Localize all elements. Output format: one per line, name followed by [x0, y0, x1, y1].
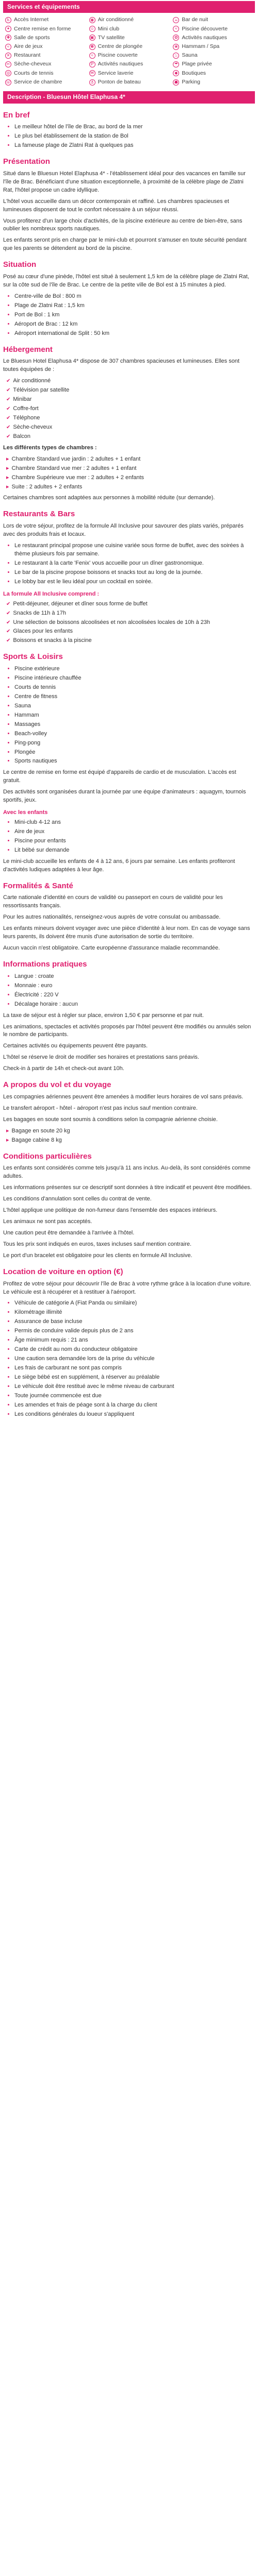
tv-icon: ▣ — [89, 35, 95, 41]
transport-title: A propos du vol et du voyage — [3, 1080, 111, 1090]
equipment-item: ✔ Sèche-cheveux — [6, 423, 255, 432]
service-label: Boutiques — [182, 70, 206, 76]
description-header: Description - Bluesun Hôtel Elaphusa 4* — [3, 91, 255, 103]
intro-item: • Le meilleur hôtel de l'île de Brac, au bord de la mer — [14, 123, 255, 131]
enfants-text — [3, 858, 255, 874]
enfants-title: Avec les enfants — [3, 809, 48, 816]
kids-item: • Aire de jeux — [14, 828, 255, 836]
activities-icon: ✿ — [173, 35, 179, 41]
presentation-paragraph: Situé dans le Bluesun Hotel Elaphusa 4* - l'établissement idéal pour des vacances en famille sur l'île de Brac. Bénéficiant d'une situation exceptionnelle, à proximité de la célèbre plage de Zlatni Rat, l'hôtel propose un cadre idyllique. — [3, 170, 246, 193]
formalites-paragraph: Carte nationale d'identité en cours de validité ou passeport en cours de validité pour les ressortissants français. — [3, 894, 223, 909]
transport-paragraph: Les compagnies aériennes peuvent être amenées à modifier leurs horaires de vol sans préavis. — [3, 1093, 244, 1100]
conditions-paragraph: Tous les prix sont indiqués en euros, taxes incluses sauf mention contraire. — [3, 1241, 192, 1247]
notes-paragraph: Les animations, spectacles et activités proposés par l'hôtel peuvent être modifiés ou annulés selon le nombre de participants. — [3, 1023, 251, 1038]
pool-icon: ≈ — [5, 44, 11, 50]
service-item — [89, 60, 169, 68]
laundry-icon: ✉ — [89, 70, 95, 76]
room-type-item: ▸ Chambre Standard vue mer : 2 adultes + 1 enfant — [6, 465, 255, 473]
service-label: Centre de plongée — [98, 43, 143, 50]
presentation-paragraph: Vous profiterez d'un large choix d'activités, de la piscine extérieure au centre de bien-être, sans oublier les nombreux sports nautiques. — [3, 217, 243, 232]
services-grid — [3, 13, 255, 89]
conditions-paragraph: Les conditions d'annulation sont celles du contrat de vente. — [3, 1196, 152, 1202]
service-item — [89, 16, 169, 24]
info-item: • Électricité : 220 V — [14, 991, 255, 999]
location-item: • Véhicule de catégorie A (Fiat Panda ou similaire) — [14, 1299, 255, 1308]
room-service-icon: ☏ — [6, 79, 11, 84]
baggage-item: ▸ Bagage en soute 20 kg — [6, 1127, 255, 1136]
service-label: Activités nautiques — [98, 61, 143, 67]
restaurant-icon: ✕ — [5, 53, 11, 59]
hebergement-paragraph: Le Bluesun Hotel Elaphusa 4* dispose de 307 chambres spacieuses et lumineuses. Elles sont toutes équipées de : — [3, 358, 239, 373]
spa-icon: ❀ — [173, 44, 179, 50]
notes-paragraph: Check-in à partir de 14h et check-out avant 10h. — [3, 1065, 124, 1072]
room-type-item: ▸ Suite : 2 adultes + 2 enfants — [6, 483, 255, 492]
sports-list — [3, 665, 255, 766]
wifi-icon: ◉ — [89, 17, 95, 23]
service-label: Aire de jeux — [14, 43, 43, 50]
location-paragraph: Profitez de votre séjour pour découvrir l'île de Brac à votre rythme grâce à la location d'une voiture. Le véhicule est à récupérer et à restituer à l'aéroport. — [3, 1280, 252, 1295]
sport-item: • Courts de tennis — [14, 684, 255, 692]
info-item: • Monnaie : euro — [14, 982, 255, 990]
service-item — [173, 78, 253, 86]
allinclusive-item: ✔ Glaces pour les enfants — [6, 628, 255, 636]
info-title: Informations pratiques — [3, 960, 87, 969]
presentation-title: Présentation — [3, 157, 50, 166]
location-item: • Âge minimum requis : 21 ans — [14, 1336, 255, 1345]
situation-paragraph: Posé au cœur d'une pinède, l'hôtel est situé à seulement 1,5 km de la célèbre plage de Zlatni Rat, sur la côte sud de l'île de Brac. Le centre de la petite ville de Bol est à 15 minutes à pied. — [3, 274, 249, 288]
situation-text — [3, 273, 255, 290]
service-label: Activités nautiques — [182, 34, 227, 41]
service-label: Restaurant — [14, 52, 41, 59]
hebergement-title: Hébergement — [3, 345, 53, 354]
services-header: Services et équipements — [3, 1, 255, 13]
location-item: • Toute journée commencée est due — [14, 1392, 255, 1400]
service-item — [5, 78, 85, 86]
intro-heading: En bref — [3, 110, 30, 120]
service-label: Parking — [182, 78, 200, 85]
fitness-icon: ✦ — [5, 26, 11, 32]
service-label: Ponton de bateau — [98, 78, 141, 85]
parking-icon: P — [89, 61, 95, 67]
service-label: Plage privée — [182, 61, 212, 67]
restaurants-title: Restaurants & Bars — [3, 510, 75, 519]
intro-item: • Le plus bel établissement de la station de Bol — [14, 132, 255, 141]
distance-item: • Centre-ville de Bol : 800 m — [14, 293, 255, 301]
service-label: TV satellite — [98, 34, 125, 41]
formalites-paragraph: Aucun vaccin n'est obligatoire. Carte européenne d'assurance maladie recommandée. — [3, 945, 220, 952]
baggage-item: ▸ Bagage cabine 8 kg — [6, 1137, 255, 1145]
transport-text — [3, 1093, 255, 1124]
service-label: Service de chambre — [14, 78, 62, 85]
page — [0, 1, 258, 1419]
hebergement-equipment-list — [3, 377, 255, 441]
intro-list — [3, 123, 255, 150]
location-item: • Les conditions générales du loueur s'appliquent — [14, 1411, 255, 1419]
service-item — [5, 52, 85, 59]
service-label: Air conditionné — [98, 16, 134, 23]
sport-item: • Massages — [14, 721, 255, 729]
kids-item: • Lit bébé sur demande — [14, 846, 255, 855]
restaurants-list — [3, 542, 255, 586]
restaurant-item: • Le lobby bar est le lieu idéal pour un cocktail en soirée. — [14, 578, 255, 586]
notes-paragraph: Certaines activités ou équipements peuvent être payants. — [3, 1043, 148, 1049]
service-label: Piscine couverte — [98, 52, 138, 59]
service-item — [173, 16, 253, 24]
kids-paragraph: Le mini-club accueille les enfants de 4 à 12 ans, 6 jours par semaine. Les enfants profiteront d'activités ludiques adaptées à leur âge. — [3, 858, 235, 873]
service-item — [173, 34, 253, 42]
conditions-text — [3, 1164, 255, 1260]
bar-icon: ☕ — [173, 17, 179, 23]
service-label: Sèche-cheveux — [14, 61, 52, 67]
notes-paragraph: L'hôtel se réserve le droit de modifier ses horaires et prestations sans préavis. — [3, 1054, 199, 1061]
formalites-paragraph: Les enfants mineurs doivent voyager avec une pièce d'identité à leur nom. En cas de voyage sans leurs parents, ils doivent être munis d'une autorisation de sortie du territoire. — [3, 925, 250, 940]
formalites-text — [3, 894, 255, 953]
allinclusive-item: ✔ Petit-déjeuner, déjeuner et dîner sous forme de buffet — [6, 600, 255, 608]
service-item — [5, 70, 85, 77]
formalites-paragraph: Pour les autres nationalités, renseignez-vous auprès de votre consulat ou ambassade. — [3, 914, 221, 921]
location-item: • Assurance de base incluse — [14, 1318, 255, 1326]
service-label: Sauna — [182, 52, 198, 59]
service-label: Hammam / Spa — [182, 43, 220, 50]
info-item: • Décalage horaire : aucun — [14, 1001, 255, 1009]
location-item: • Les frais de carburant ne sont pas compris — [14, 1364, 255, 1372]
equipment-item: ✔ Air conditionné — [6, 377, 255, 385]
restaurant-item: • Le restaurant principal propose une cuisine variée sous forme de buffet, avec des soirées à thème plusieurs fois par semaine. — [14, 542, 255, 558]
sport-item: • Hammam — [14, 711, 255, 720]
service-label: Piscine découverte — [182, 25, 228, 32]
enfants-list — [3, 819, 255, 855]
sport-item: • Sauna — [14, 702, 255, 710]
sport-item: • Piscine intérieure chauffée — [14, 674, 255, 683]
sports-paragraph: Des activités sont organisées durant la journée par une équipe d'animateurs : aquagym, tournois sportifs, jeux. — [3, 789, 246, 804]
location-item: • Une caution sera demandée lors de la prise du véhicule — [14, 1355, 255, 1363]
notes-text — [3, 1012, 255, 1074]
service-label: Centre remise en forme — [14, 25, 71, 32]
indoor-pool-icon: ≈ — [173, 26, 179, 32]
conditions-paragraph: Les animaux ne sont pas acceptés. — [3, 1218, 92, 1225]
room-types-intro: Les différents types de chambres : — [3, 444, 97, 451]
distance-item: • Aéroport de Brac : 12 km — [14, 320, 255, 329]
conditions-paragraph: Le port d'un bracelet est obligatoire pour les clients en formule All Inclusive. — [3, 1252, 192, 1259]
gym-icon: ✚ — [5, 35, 11, 41]
restaurant-item: • Le bar de la piscine propose boissons et snacks tout au long de la journée. — [14, 569, 255, 577]
sport-item: • Sports nautiques — [14, 757, 255, 766]
allinclusive-list — [3, 600, 255, 646]
service-item — [173, 43, 253, 50]
allinclusive-title: La formule All Inclusive comprend : — [3, 590, 100, 597]
conditions-paragraph: Une caution peut être demandée à l'arrivée à l'hôtel. — [3, 1230, 135, 1236]
kids-item: • Mini-club 4-12 ans — [14, 819, 255, 827]
service-item — [89, 52, 169, 59]
service-item — [5, 34, 85, 42]
conditions-paragraph: Les informations présentes sur ce descriptif sont données à titre indicatif et peuvent être modifiées. — [3, 1184, 252, 1191]
room-type-item: ▸ Chambre Standard vue jardin : 2 adultes + 1 enfant — [6, 455, 255, 464]
location-title: Location de voiture en option (€) — [3, 1267, 123, 1276]
sport-item: • Piscine extérieure — [14, 665, 255, 673]
sport-item: • Ping-pong — [14, 739, 255, 748]
presentation-text — [3, 170, 255, 253]
location-list — [3, 1299, 255, 1418]
intro-item: • La fameuse plage de Zlatni Rat à quelques pas — [14, 142, 255, 150]
service-label: Mini club — [98, 25, 120, 32]
service-item — [89, 34, 169, 42]
room-types-list — [3, 455, 255, 492]
equipment-item: ✔ Télévision par satellite — [6, 386, 255, 395]
restaurants-paragraph: Lors de votre séjour, profitez de la formule All Inclusive pour savourer des plats variés, préparés avec des produits frais et locaux. — [3, 523, 244, 538]
service-item — [5, 16, 85, 24]
service-label: Bar de nuit — [182, 16, 208, 23]
info-list — [3, 973, 255, 1009]
transport-paragraph: Le transfert aéroport - hôtel - aéroport n'est pas inclus sauf mention contraire. — [3, 1105, 198, 1111]
hebergement-note: Certaines chambres sont adaptées aux personnes à mobilité réduite (sur demande). — [3, 495, 215, 501]
situation-list — [3, 293, 255, 338]
location-item: • Kilométrage illimité — [14, 1309, 255, 1317]
restaurants-text — [3, 522, 255, 539]
situation-title: Situation — [3, 260, 37, 269]
service-item — [5, 25, 85, 33]
notes-paragraph: La taxe de séjour est à régler sur place, environ 1,50 € par personne et par nuit. — [3, 1012, 204, 1019]
distance-item: • Port de Bol : 1 km — [14, 311, 255, 319]
sauna-icon: ♨ — [173, 53, 179, 59]
service-item — [5, 60, 85, 68]
transport-list — [3, 1127, 255, 1145]
service-item — [89, 25, 169, 33]
service-item — [89, 70, 169, 77]
tennis-icon: ◎ — [5, 70, 11, 76]
restaurant-item: • Le restaurant à la carte 'Fenix' vous accueille pour un dîner gastronomique. — [14, 560, 255, 568]
allinclusive-item: ✔ Boissons et snacks à la piscine — [6, 637, 255, 645]
location-item: • Le véhicule doit être restitué avec le même niveau de carburant — [14, 1383, 255, 1391]
service-label: Courts de tennis — [14, 70, 54, 76]
service-item — [173, 25, 253, 33]
location-item: • Les amendes et frais de péage sont à la charge du client — [14, 1401, 255, 1410]
hebergement-text — [3, 358, 255, 374]
sport-item: • Beach-volley — [14, 730, 255, 738]
conditions-paragraph: Les enfants sont considérés comme tels jusqu'à 11 ans inclus. Au-delà, ils sont considérés comme adultes. — [3, 1165, 251, 1180]
allinclusive-item: ✔ Une sélection de boissons alcoolisées et non alcoolisées locales de 10h à 23h — [6, 619, 255, 627]
kids-item: • Piscine pour enfants — [14, 837, 255, 845]
equipment-item: ✔ Balcon — [6, 433, 255, 441]
room-type-item: ▸ Chambre Supérieure vue mer : 2 adultes + 2 enfants — [6, 474, 255, 482]
boat-icon: ⚓ — [89, 79, 95, 86]
formalites-title: Formalités & Santé — [3, 881, 73, 890]
service-item — [173, 52, 253, 59]
service-label: Service laverie — [98, 70, 134, 76]
sports-title: Sports & Loisirs — [3, 652, 63, 662]
service-item — [5, 43, 85, 50]
wellness-icon: ✽ — [89, 44, 95, 50]
shop-icon: ◆ — [173, 70, 179, 76]
conditions-paragraph: L'hôtel applique une politique de non-fumeur dans l'ensemble des espaces intérieurs. — [3, 1207, 218, 1214]
equipment-item: ✔ Coffre-fort — [6, 405, 255, 413]
service-item — [89, 78, 169, 86]
hairdryer-icon: ✂ — [5, 61, 11, 67]
accessibility-icon: ♿ — [5, 17, 11, 23]
allinclusive-item: ✔ Snacks de 11h à 17h — [6, 609, 255, 618]
sport-item: • Plongée — [14, 749, 255, 757]
service-item — [173, 60, 253, 68]
equipment-item: ✔ Téléphone — [6, 414, 255, 422]
location-item: • Carte de crédit au nom du conducteur obligatoire — [14, 1346, 255, 1354]
presentation-paragraph: Les enfants seront pris en charge par le mini-club et pourront s'amuser en toute sécurité pendant que les parents se détendent au bord de la piscine. — [3, 237, 247, 252]
service-label: Salle de sports — [14, 34, 50, 41]
conditions-title: Conditions particulières — [3, 1151, 92, 1161]
distance-item: • Aéroport international de Split : 50 km — [14, 330, 255, 338]
lounge-icon: ☂ — [173, 61, 179, 67]
beach-pool-icon: ≈ — [89, 53, 95, 59]
info-item: • Langue : croate — [14, 973, 255, 981]
sport-item: • Centre de fitness — [14, 693, 255, 701]
sports-paragraph: Le centre de remise en forme est équipé d'appareils de cardio et de musculation. L'accès est gratuit. — [3, 769, 236, 784]
kids-club-icon: ☺ — [90, 26, 94, 31]
equipment-item: ✔ Minibar — [6, 396, 255, 404]
service-item — [173, 70, 253, 77]
car-icon: ☗ — [173, 79, 179, 86]
distance-item: • Plage de Zlatni Rat : 1,5 km — [14, 302, 255, 310]
location-item: • Le siège bébé est en supplément, à réserver au préalable — [14, 1374, 255, 1382]
service-label: Accès Internet — [14, 16, 49, 23]
presentation-paragraph: L'hôtel vous accueille dans un décor contemporain et raffiné. Les chambres spacieuses et lumineuses disposent de tout le confort nécessaire à un séjour réussi. — [3, 198, 229, 213]
location-text — [3, 1280, 255, 1297]
location-item: • Permis de conduire valide depuis plus de 2 ans — [14, 1327, 255, 1335]
service-item — [89, 43, 169, 50]
transport-paragraph: Les bagages en soute sont soumis à conditions selon la compagnie aérienne choisie. — [3, 1116, 218, 1123]
sports-text — [3, 769, 255, 805]
